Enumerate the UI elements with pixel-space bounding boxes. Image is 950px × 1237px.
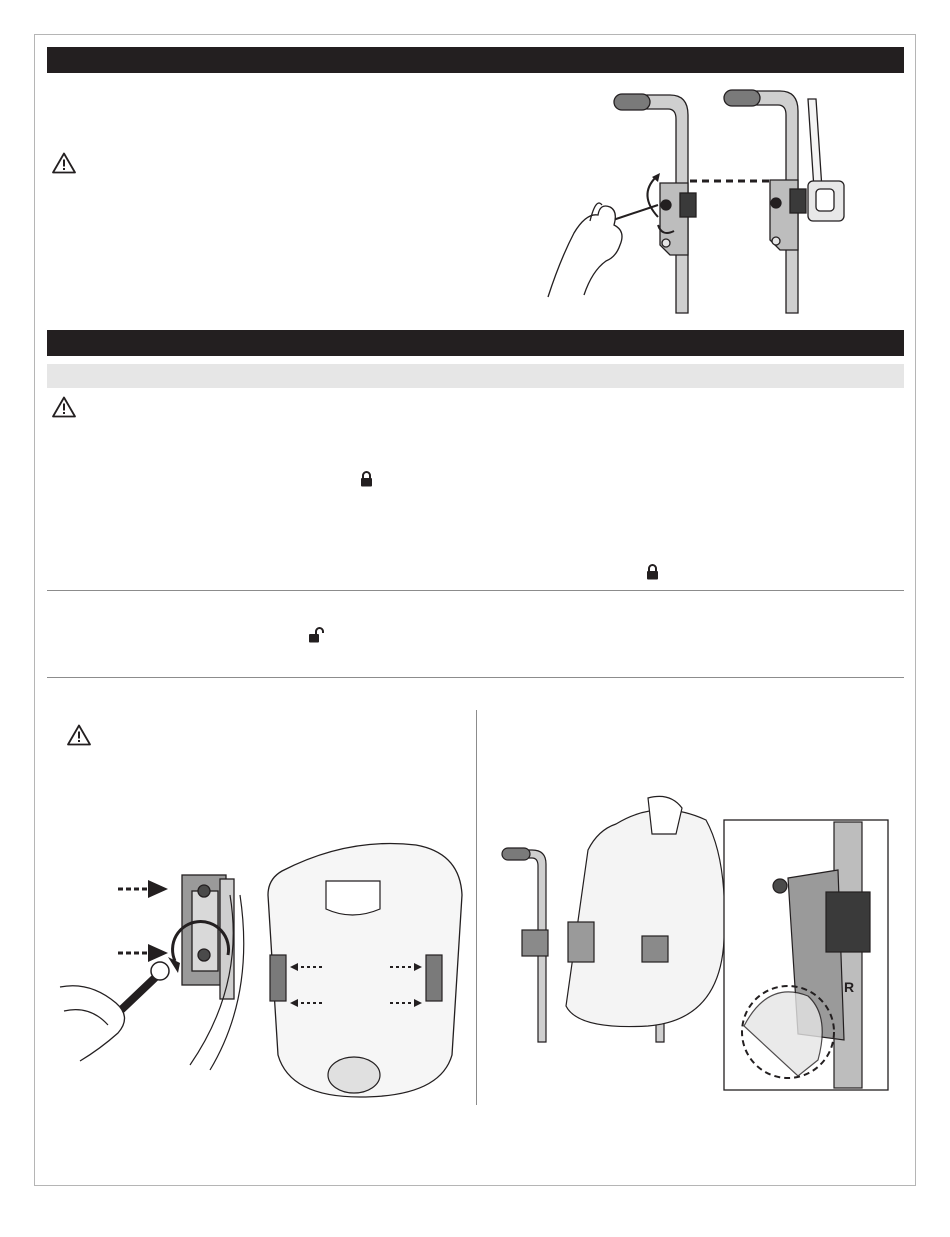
height-adjustment-figure <box>540 85 860 317</box>
section-header-bar-1 <box>47 47 904 73</box>
divider-line <box>47 677 904 678</box>
padlock-locked-icon <box>646 564 659 580</box>
clamp-closeup-figure <box>498 790 890 1092</box>
padlock-unlocked-icon <box>308 627 326 643</box>
warning-triangle-icon <box>52 396 76 418</box>
padlock-locked-icon <box>360 471 373 487</box>
divider-line <box>47 590 904 591</box>
warning-triangle-icon <box>67 724 91 746</box>
warning-triangle-icon <box>52 152 76 174</box>
subsection-header-bar <box>47 364 904 388</box>
section-header-bar-2 <box>47 330 904 356</box>
column-divider <box>476 710 477 1105</box>
mount-bracket-figure <box>60 835 465 1105</box>
closeup-letter-label: R <box>844 979 855 995</box>
